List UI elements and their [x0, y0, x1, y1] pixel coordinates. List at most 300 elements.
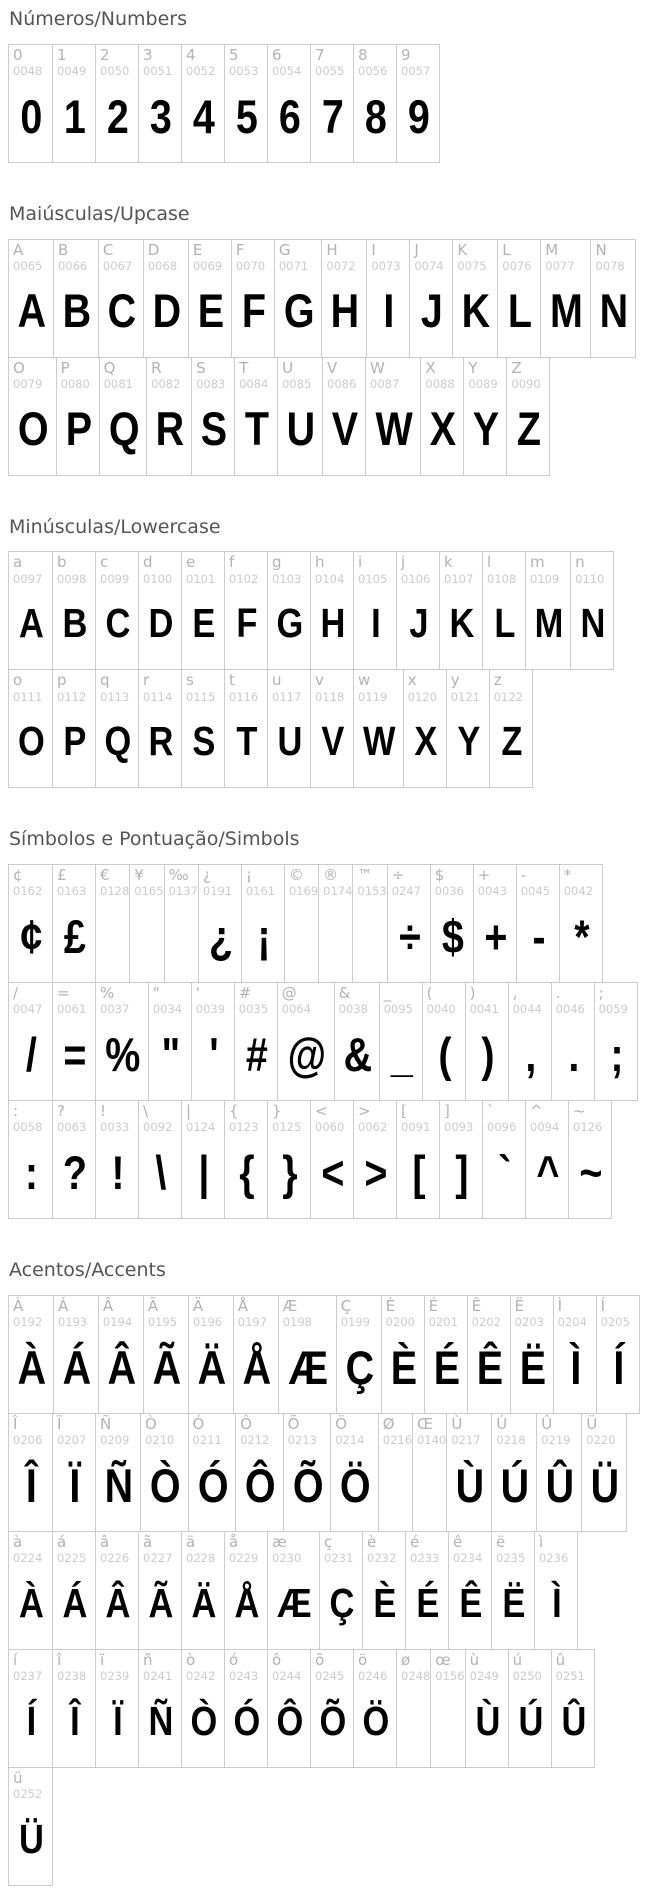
char-code: 0092 — [143, 1120, 173, 1135]
char-label: U — [282, 358, 294, 377]
char-cell-0103 — [267, 552, 310, 669]
char-glyph: " — [161, 1028, 180, 1081]
char-code: 0101 — [186, 571, 216, 586]
char-code: 0064 — [281, 1002, 312, 1017]
char-glyph: 7 — [321, 89, 344, 143]
char-label: N — [595, 240, 607, 259]
char-glyph: Û — [545, 1458, 574, 1512]
char-label: e — [186, 553, 196, 572]
char-code: 0124 — [186, 1120, 216, 1135]
char-cell-0220 — [581, 1414, 626, 1531]
char-code: 0037 — [100, 1002, 130, 1017]
char-code: 0137 — [168, 884, 198, 899]
char-cell-0065 — [9, 240, 53, 357]
char-code: 0082 — [151, 376, 181, 391]
char-glyph: Ò — [190, 1697, 217, 1744]
char-cell-0050 — [95, 45, 138, 162]
char-code: 0114 — [143, 689, 173, 704]
char-label: _ — [383, 984, 392, 1003]
char-code: 0202 — [471, 1315, 501, 1330]
char-code: 0070 — [235, 258, 266, 273]
char-label: â — [100, 1532, 110, 1551]
char-label: X — [425, 358, 436, 377]
section-title-numbers: Números/Numbers — [9, 8, 187, 30]
char-cell-0074 — [409, 240, 452, 357]
char-cell-0095 — [379, 983, 422, 1100]
section-title-accents: Acentos/Accents — [9, 1259, 166, 1282]
char-label: M — [545, 240, 559, 259]
char-label: Z — [511, 358, 522, 377]
char-label: @ — [281, 984, 297, 1003]
char-glyph: X — [430, 402, 456, 456]
char-glyph: Ç — [329, 1579, 354, 1626]
char-code: 0227 — [143, 1551, 173, 1566]
char-row — [8, 982, 638, 1101]
char-glyph: W — [363, 718, 395, 765]
char-glyph: Ó — [233, 1697, 260, 1744]
char-code: 0249 — [469, 1669, 499, 1684]
char-cell-0040 — [422, 983, 465, 1100]
char-label: ÷ — [391, 866, 405, 885]
char-label: ü — [13, 1768, 23, 1787]
char-cell-0169 — [284, 865, 318, 982]
char-label: ¡ — [245, 866, 252, 885]
char-code: 0062 — [358, 1120, 388, 1135]
char-glyph: Á — [62, 1340, 91, 1394]
char-cell-0230 — [267, 1532, 319, 1649]
char-label: # — [238, 984, 252, 1003]
char-label: É — [428, 1296, 439, 1315]
char-label: ñ — [143, 1650, 153, 1669]
char-label: ` — [487, 1102, 495, 1121]
char-glyph: Å — [234, 1579, 259, 1626]
char-glyph: N — [580, 600, 605, 647]
char-label: ã — [143, 1532, 153, 1551]
char-glyph: ¡ — [257, 910, 270, 963]
char-cell-0162 — [9, 865, 52, 982]
char-label: á — [57, 1532, 67, 1551]
char-code: 0218 — [496, 1433, 526, 1448]
char-label: v — [315, 671, 324, 690]
char-cell-0037 — [95, 983, 148, 1100]
char-code: 0125 — [272, 1120, 302, 1135]
char-glyph: Ô — [276, 1697, 303, 1744]
char-glyph: Ñ — [104, 1458, 133, 1512]
char-glyph: À — [17, 1340, 46, 1394]
char-glyph: Ò — [149, 1458, 180, 1512]
char-code: 0206 — [13, 1433, 43, 1448]
char-code: 0217 — [451, 1433, 481, 1448]
char-label: P — [60, 358, 70, 377]
char-glyph: 9 — [407, 89, 430, 143]
char-glyph: É — [433, 1340, 459, 1394]
char-label: ò — [186, 1650, 196, 1669]
char-code: 0035 — [238, 1002, 269, 1017]
char-cell-0096 — [482, 1101, 525, 1218]
char-cell-0209 — [95, 1414, 140, 1531]
char-label: Â — [102, 1296, 114, 1315]
char-code: 0210 — [144, 1433, 175, 1448]
char-cell-0196 — [188, 1296, 233, 1413]
char-label: 9 — [401, 45, 411, 64]
char-label: n — [575, 553, 585, 572]
char-label: 0 — [13, 45, 23, 64]
char-glyph: \ — [155, 1146, 166, 1199]
char-cell-0251 — [551, 1650, 594, 1767]
char-glyph: K — [461, 284, 490, 338]
char-glyph: ? — [62, 1146, 87, 1199]
char-code: 0042 — [563, 884, 593, 899]
char-cell-0123 — [224, 1101, 267, 1218]
char-glyph: Z — [517, 402, 541, 456]
char-code: 0153 — [357, 884, 387, 899]
char-glyph: V — [321, 718, 344, 765]
char-label: ö — [358, 1650, 368, 1669]
char-label: j — [401, 553, 406, 572]
char-glyph: [ — [412, 1146, 425, 1199]
char-glyph: S — [200, 402, 227, 456]
char-code: 0089 — [468, 376, 498, 391]
char-glyph: Ê — [476, 1340, 502, 1394]
char-glyph: Õ — [292, 1458, 323, 1512]
char-glyph: A — [17, 284, 46, 338]
char-cell-0080 — [56, 358, 99, 475]
char-cell-0079 — [9, 358, 56, 475]
char-glyph: > — [364, 1146, 387, 1199]
char-glyph: H — [331, 284, 359, 338]
char-code: 0236 — [539, 1551, 569, 1566]
char-code: 0079 — [13, 376, 43, 391]
char-label: R — [151, 358, 162, 377]
char-label: Y — [468, 358, 478, 377]
char-label: D — [147, 240, 160, 259]
char-label: i — [358, 553, 363, 572]
char-code: 0140 — [417, 1433, 447, 1448]
section-title-symbols: Símbolos e Pontuação/Simbols — [9, 828, 300, 851]
char-code: 0203 — [514, 1315, 544, 1330]
char-glyph: 1 — [63, 89, 86, 143]
char-code: 0059 — [598, 1002, 628, 1017]
char-code: 0193 — [57, 1315, 88, 1330]
char-label: î — [57, 1650, 62, 1669]
char-glyph: Ô — [244, 1458, 275, 1512]
char-code: 0046 — [555, 1002, 585, 1017]
char-code: 0066 — [57, 258, 88, 273]
section-symbols — [8, 828, 653, 1219]
char-glyph: - — [532, 910, 545, 963]
char-glyph: U — [286, 402, 315, 456]
char-label: Q — [103, 358, 116, 377]
char-cell-0197 — [233, 1296, 278, 1413]
char-cell-0226 — [95, 1532, 138, 1649]
char-glyph: Í — [613, 1340, 624, 1394]
char-label: q — [100, 671, 110, 690]
char-label: ë — [496, 1532, 506, 1551]
char-label: ¥ — [134, 866, 144, 885]
char-glyph: Ö — [362, 1697, 389, 1744]
char-label: Ø — [382, 1414, 395, 1433]
char-glyph: È — [373, 1579, 396, 1626]
char-glyph: Ì — [552, 1579, 561, 1626]
char-code: 0122 — [493, 689, 523, 704]
char-cell-0094 — [525, 1101, 568, 1218]
char-code: 0095 — [383, 1002, 413, 1017]
char-glyph: , — [525, 1028, 536, 1081]
char-label: ê — [453, 1532, 463, 1551]
char-glyph: C — [107, 284, 136, 338]
char-glyph: J — [421, 284, 443, 338]
char-cell-0126 — [568, 1101, 611, 1218]
char-code: 0128 — [100, 884, 130, 899]
char-code: 0052 — [186, 64, 216, 79]
char-cell-0174 — [318, 865, 352, 982]
char-glyph: B — [62, 284, 91, 338]
char-cell-0246 — [353, 1650, 396, 1767]
char-glyph: Y — [457, 718, 480, 765]
char-code: 0238 — [57, 1669, 87, 1684]
char-glyph — [403, 1684, 428, 1759]
char-cell-0225 — [52, 1532, 95, 1649]
char-cell-0232 — [362, 1532, 405, 1649]
char-label: E — [192, 240, 203, 259]
char-glyph: À — [18, 1579, 44, 1626]
char-code: 0230 — [272, 1551, 302, 1566]
char-row — [8, 1531, 578, 1650]
char-glyph: L — [508, 284, 532, 338]
char-glyph: ( — [437, 1028, 451, 1081]
char-cell-0073 — [366, 240, 409, 357]
char-label: Í — [600, 1296, 606, 1315]
char-code: 0043 — [477, 884, 507, 899]
char-glyph: 5 — [235, 89, 258, 143]
char-label: û — [555, 1650, 566, 1669]
char-code: 0039 — [195, 1002, 226, 1017]
char-glyph: W — [375, 402, 412, 456]
char-cell-0107 — [439, 552, 482, 669]
char-glyph: O — [18, 718, 44, 765]
char-label: 7 — [315, 45, 325, 64]
char-code: 0197 — [237, 1315, 268, 1330]
char-label: ) — [469, 984, 476, 1003]
char-cell-0238 — [52, 1650, 95, 1767]
char-label: Á — [57, 1296, 69, 1315]
char-code: 0074 — [414, 258, 444, 273]
char-glyph: J — [409, 600, 428, 647]
char-cell-0043 — [473, 865, 516, 982]
char-cell-0083 — [191, 358, 234, 475]
char-label: $ — [434, 866, 445, 885]
char-cell-0100 — [138, 552, 181, 669]
char-label: à — [13, 1532, 23, 1551]
char-label: l — [487, 553, 492, 572]
char-code: 0063 — [57, 1120, 87, 1135]
char-glyph: Í — [26, 1697, 36, 1744]
char-code: 0085 — [282, 376, 312, 391]
char-glyph: ÷ — [398, 910, 420, 963]
char-cell-0054 — [267, 45, 310, 162]
char-label: p — [57, 671, 67, 690]
char-label: F — [235, 240, 245, 259]
char-cell-0035 — [234, 983, 277, 1100]
char-glyph: Q — [104, 718, 131, 765]
char-cell-0118 — [310, 670, 353, 787]
char-code: 0192 — [13, 1315, 43, 1330]
section-title-lowercase: Minúsculas/Lowercase — [9, 515, 221, 538]
char-cell-0089 — [463, 358, 506, 475]
char-glyph: Ê — [459, 1579, 482, 1626]
char-label: ô — [272, 1650, 282, 1669]
char-label: w — [358, 671, 371, 690]
char-cell-0047 — [9, 983, 52, 1100]
char-glyph: Æ — [277, 1579, 311, 1626]
char-glyph: H — [320, 600, 345, 647]
char-glyph: < — [321, 1146, 344, 1199]
char-glyph: Ù — [475, 1697, 500, 1744]
char-label: 3 — [143, 45, 153, 64]
char-row — [8, 357, 550, 476]
char-cell-0088 — [420, 358, 463, 475]
char-cell-0216 — [378, 1414, 412, 1531]
char-glyph: I — [371, 600, 380, 647]
char-glyph: Ö — [340, 1458, 370, 1512]
char-glyph: Á — [62, 1579, 87, 1626]
char-label: s — [186, 671, 194, 690]
char-code: 0213 — [287, 1433, 317, 1448]
char-glyph: Ä — [197, 1340, 226, 1394]
char-label: G — [278, 240, 291, 259]
char-glyph: ^ — [536, 1146, 559, 1199]
char-glyph — [419, 1448, 444, 1523]
char-cell-0245 — [310, 1650, 353, 1767]
char-cell-0120 — [403, 670, 446, 787]
char-code: 0126 — [573, 1120, 603, 1135]
char-label: f — [229, 553, 235, 572]
section-title-uppercase: Maiúsculas/Upcase — [9, 202, 190, 225]
char-label: \ — [143, 1102, 149, 1121]
char-cell-0052 — [181, 45, 224, 162]
char-code: 0231 — [324, 1551, 354, 1566]
char-label: " — [152, 984, 160, 1003]
char-label: L — [502, 240, 511, 259]
char-label: 6 — [272, 45, 282, 64]
char-glyph: X — [414, 718, 437, 765]
char-code: 0112 — [57, 689, 87, 704]
char-code: 0115 — [186, 689, 216, 704]
char-label: r — [143, 671, 150, 690]
char-code: 0078 — [595, 258, 625, 273]
char-label: ù — [469, 1650, 480, 1669]
char-label: A — [13, 240, 24, 259]
char-glyph: Ë — [519, 1340, 545, 1394]
char-cell-0195 — [143, 1296, 188, 1413]
char-label: I — [371, 240, 376, 259]
char-code: 0054 — [272, 64, 302, 79]
char-glyph: R — [148, 718, 173, 765]
char-cell-0140 — [412, 1414, 446, 1531]
char-glyph: 2 — [106, 89, 129, 143]
char-cell-0099 — [95, 552, 138, 669]
char-label: ‰ — [168, 866, 189, 885]
char-glyph: / — [25, 1028, 37, 1081]
char-cell-0112 — [52, 670, 95, 787]
char-label: Œ — [417, 1414, 434, 1433]
char-cell-0060 — [310, 1101, 353, 1218]
char-label: Ì — [557, 1296, 563, 1315]
char-cell-0125 — [267, 1101, 310, 1218]
char-label: [ — [401, 1102, 407, 1121]
char-cell-0033 — [95, 1101, 138, 1218]
char-label: y — [450, 671, 460, 690]
char-cell-0056 — [353, 45, 396, 162]
char-glyph: M — [534, 600, 563, 647]
char-glyph: Ç — [345, 1340, 374, 1394]
char-glyph: C — [105, 600, 130, 647]
char-cell-0244 — [267, 1650, 310, 1767]
char-cell-0229 — [224, 1532, 267, 1649]
char-code: 0118 — [315, 689, 345, 704]
char-code: 0073 — [371, 258, 401, 273]
char-code: 0242 — [186, 1669, 216, 1684]
char-code: 0219 — [541, 1433, 571, 1448]
char-row — [8, 44, 440, 163]
char-glyph: = — [63, 1028, 86, 1081]
char-label: Ë — [514, 1296, 525, 1315]
char-code: 0107 — [444, 571, 474, 586]
char-cell-0111 — [9, 670, 52, 787]
char-cell-0055 — [310, 45, 353, 162]
char-label: Å — [237, 1296, 249, 1315]
char-label: ø — [401, 1650, 411, 1669]
char-glyph: Ó — [197, 1458, 228, 1512]
char-glyph: : — [24, 1146, 38, 1199]
char-label: c — [100, 553, 109, 572]
char-label: 1 — [57, 45, 67, 64]
char-label: z — [493, 671, 502, 690]
char-glyph — [102, 899, 127, 974]
char-glyph: L — [494, 600, 515, 647]
char-cell-0115 — [181, 670, 224, 787]
char-glyph — [438, 1684, 463, 1759]
char-cell-0213 — [283, 1414, 331, 1531]
char-code: 0156 — [435, 1669, 465, 1684]
char-code: 0214 — [335, 1433, 365, 1448]
char-cell-0119 — [353, 670, 403, 787]
char-code: 0081 — [103, 376, 133, 391]
char-cell-0082 — [146, 358, 191, 475]
char-code: 0235 — [496, 1551, 526, 1566]
char-code: 0113 — [100, 689, 130, 704]
char-glyph: Ú — [500, 1458, 529, 1512]
char-glyph: Õ — [319, 1697, 346, 1744]
char-glyph: Ì — [570, 1340, 581, 1394]
char-cell-0102 — [224, 552, 267, 669]
char-cell-0124 — [181, 1101, 224, 1218]
char-glyph: | — [198, 1146, 209, 1199]
char-code: 0196 — [192, 1315, 223, 1330]
char-label: x — [407, 671, 417, 690]
char-row — [8, 1295, 640, 1414]
char-row — [8, 864, 603, 983]
char-code: 0110 — [575, 571, 605, 586]
char-label: K — [457, 240, 468, 259]
char-cell-0248 — [396, 1650, 430, 1767]
char-cell-0235 — [491, 1532, 534, 1649]
char-code: 0161 — [245, 884, 276, 899]
char-glyph: $ — [441, 910, 463, 963]
char-code: 0237 — [13, 1669, 43, 1684]
char-cell-0217 — [446, 1414, 491, 1531]
char-code: 0233 — [410, 1551, 440, 1566]
